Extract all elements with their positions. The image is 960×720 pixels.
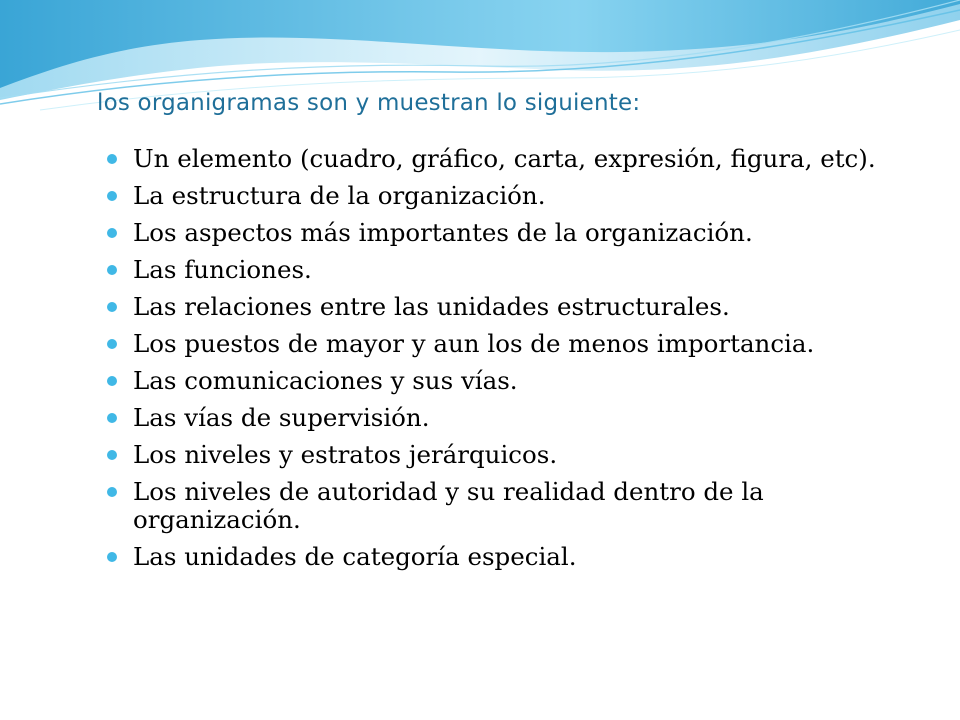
bullet-icon (107, 339, 117, 349)
bullet-text: Las funciones. (133, 255, 312, 284)
bullet-item (133, 441, 893, 469)
bullet-icon (107, 376, 117, 386)
bullet-text: Las relaciones entre las unidades estructurales. (133, 292, 730, 321)
bullet-text: Los niveles y estratos jerárquicos. (133, 440, 558, 469)
slide-title: los organigramas son y muestran lo siguiente: (97, 90, 641, 116)
bullet-text: Los puestos de mayor y aun los de menos importancia. (133, 329, 815, 358)
bullet-text: Las vías de supervisión. (133, 403, 430, 432)
bullet-icon (107, 191, 117, 201)
bullet-icon (107, 302, 117, 312)
bullet-item (133, 293, 893, 321)
bullet-icon (107, 450, 117, 460)
bullet-item (133, 330, 893, 358)
bullet-text: La estructura de la organización. (133, 181, 546, 210)
bullet-item (133, 145, 893, 173)
bullet-icon (107, 228, 117, 238)
bullet-item (133, 219, 893, 247)
bullet-text: Un elemento (cuadro, gráfico, carta, expresión, figura, etc). (133, 144, 876, 173)
bullet-text: Los niveles de autoridad y su realidad dentro de la organización. (133, 477, 764, 534)
bullet-icon (107, 265, 117, 275)
bullet-item (133, 256, 893, 284)
bullet-icon (107, 413, 117, 423)
bullet-icon (107, 487, 117, 497)
bullet-text: Las unidades de categoría especial. (133, 542, 577, 571)
bullet-item (133, 478, 893, 534)
bullet-text: Las comunicaciones y sus vías. (133, 366, 518, 395)
bullet-text: Los aspectos más importantes de la organización. (133, 218, 753, 247)
bullet-item (133, 367, 893, 395)
bullet-item (133, 404, 893, 432)
bullet-icon (107, 154, 117, 164)
bullet-list (133, 145, 893, 580)
bullet-item (133, 543, 893, 571)
bullet-icon (107, 552, 117, 562)
bullet-item (133, 182, 893, 210)
